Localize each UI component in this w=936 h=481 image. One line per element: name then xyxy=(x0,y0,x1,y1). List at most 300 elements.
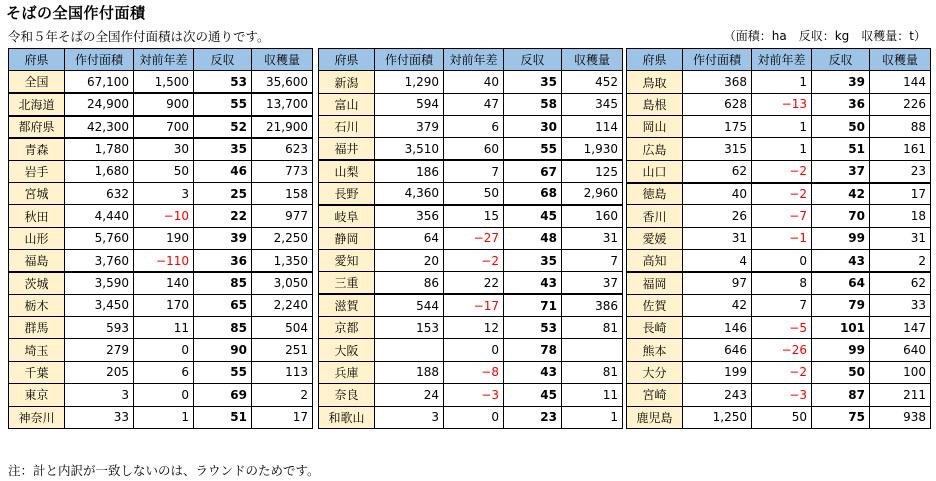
prefecture-cell: 奈良 xyxy=(319,384,375,406)
diff-cell: 900 xyxy=(134,93,194,115)
diff-cell: −110 xyxy=(134,250,194,272)
area-cell: 594 xyxy=(375,93,444,115)
column-header: 作付面積 xyxy=(65,49,134,71)
harvest-cell: 2,250 xyxy=(252,227,313,249)
diff-cell: −3 xyxy=(752,384,812,406)
yield-cell: 35 xyxy=(504,250,562,272)
area-cell: 646 xyxy=(683,339,752,361)
table-row xyxy=(627,138,931,160)
harvest-cell: 2,960 xyxy=(562,183,623,205)
diff-cell: −8 xyxy=(444,361,504,383)
yield-cell: 101 xyxy=(812,317,870,339)
table-row xyxy=(319,183,643,205)
harvest-cell: 23 xyxy=(870,160,931,182)
prefecture-cell: 鹿児島 xyxy=(627,406,683,428)
diff-cell: 6 xyxy=(444,116,504,138)
area-cell: 3 xyxy=(65,384,134,406)
prefecture-cell: 千葉 xyxy=(9,361,65,383)
area-cell: 42 xyxy=(683,294,752,316)
harvest-cell xyxy=(562,339,623,361)
diff-cell: −27 xyxy=(444,227,504,249)
prefecture-cell: 宮城 xyxy=(9,183,65,205)
prefecture-cell: 高知 xyxy=(627,250,683,272)
harvest-cell: 773 xyxy=(252,160,313,182)
area-cell: 593 xyxy=(65,317,134,339)
page-title: そばの全国作付面積 xyxy=(6,4,146,22)
prefecture-cell: 京都 xyxy=(319,317,375,339)
harvest-cell: 88 xyxy=(870,116,931,138)
prefecture-cell: 富山 xyxy=(319,93,375,115)
diff-cell: 1 xyxy=(752,116,812,138)
harvest-cell: 114 xyxy=(562,116,623,138)
harvest-cell: 37 xyxy=(562,272,623,294)
harvest-cell: 144 xyxy=(870,71,931,93)
area-cell: 628 xyxy=(683,93,752,115)
column-header: 反収 xyxy=(504,49,562,71)
harvest-cell: 2 xyxy=(870,250,931,272)
diff-cell: 0 xyxy=(134,384,194,406)
diff-cell: −2 xyxy=(752,160,812,182)
area-cell xyxy=(375,339,444,361)
table-row xyxy=(319,71,643,93)
diff-cell: 140 xyxy=(134,272,194,294)
table-row xyxy=(9,93,313,115)
diff-cell: 1 xyxy=(134,406,194,428)
prefecture-cell: 長崎 xyxy=(627,317,683,339)
yield-cell: 75 xyxy=(812,406,870,428)
prefecture-cell: 大阪 xyxy=(319,339,375,361)
yield-cell: 43 xyxy=(504,361,562,383)
area-cell: 3,510 xyxy=(375,138,444,160)
table-row xyxy=(627,205,931,227)
yield-cell: 50 xyxy=(812,116,870,138)
table-row xyxy=(627,339,931,361)
column-header: 作付面積 xyxy=(375,49,444,71)
area-cell: 315 xyxy=(683,138,752,160)
prefecture-cell: 岩手 xyxy=(9,160,65,182)
column-header: 府県 xyxy=(627,49,683,71)
yield-cell: 43 xyxy=(812,250,870,272)
harvest-cell: 504 xyxy=(252,317,313,339)
harvest-cell: 1 xyxy=(562,406,623,428)
diff-cell: 11 xyxy=(134,317,194,339)
prefecture-cell: 群馬 xyxy=(9,317,65,339)
yield-cell: 46 xyxy=(194,160,252,182)
prefecture-cell: 香川 xyxy=(627,205,683,227)
diff-cell: −2 xyxy=(444,250,504,272)
yield-cell: 37 xyxy=(812,160,870,182)
table-row xyxy=(627,116,931,138)
harvest-cell: 623 xyxy=(252,138,313,160)
diff-cell: 30 xyxy=(134,138,194,160)
yield-cell: 55 xyxy=(194,361,252,383)
area-cell: 153 xyxy=(375,317,444,339)
area-cell: 42,300 xyxy=(65,116,134,138)
area-cell: 279 xyxy=(65,339,134,361)
area-cell: 64 xyxy=(375,227,444,249)
column-header: 府県 xyxy=(319,49,375,71)
table-row xyxy=(627,272,931,294)
table-row xyxy=(319,160,643,182)
table-row xyxy=(9,339,313,361)
table-block-3 xyxy=(626,48,931,429)
yield-cell: 39 xyxy=(812,71,870,93)
harvest-cell: 11 xyxy=(562,384,623,406)
yield-cell: 65 xyxy=(194,294,252,316)
harvest-cell: 160 xyxy=(562,205,623,227)
yield-cell: 99 xyxy=(812,339,870,361)
prefecture-cell: 岐阜 xyxy=(319,205,375,227)
column-header: 収穫量 xyxy=(252,49,313,71)
diff-cell: −10 xyxy=(134,205,194,227)
column-header: 対前年差 xyxy=(752,49,812,71)
column-header: 反収 xyxy=(812,49,870,71)
prefecture-cell: 佐賀 xyxy=(627,294,683,316)
table-row xyxy=(627,361,931,383)
area-cell: 24,900 xyxy=(65,93,134,115)
diff-cell: 50 xyxy=(444,183,504,205)
column-header: 対前年差 xyxy=(444,49,504,71)
footnote: 注：計と内訳が一致しないのは、ラウンドのためです。 xyxy=(8,463,320,478)
prefecture-cell: 神奈川 xyxy=(9,406,65,428)
table-block-2 xyxy=(318,48,643,429)
prefecture-cell: 滋賀 xyxy=(319,294,375,316)
harvest-cell: 62 xyxy=(870,272,931,294)
area-cell: 1,780 xyxy=(65,138,134,160)
harvest-cell: 31 xyxy=(870,227,931,249)
prefecture-cell: 福島 xyxy=(9,250,65,272)
table-row xyxy=(9,317,313,339)
yield-cell: 85 xyxy=(194,317,252,339)
harvest-cell: 2,240 xyxy=(252,294,313,316)
prefecture-cell: 愛知 xyxy=(319,250,375,272)
prefecture-cell: 青森 xyxy=(9,138,65,160)
table-row xyxy=(627,160,931,182)
yield-cell: 67 xyxy=(504,160,562,182)
table-row xyxy=(9,384,313,406)
harvest-cell: 3,050 xyxy=(252,272,313,294)
yield-cell: 70 xyxy=(812,205,870,227)
area-cell: 632 xyxy=(65,183,134,205)
harvest-cell: 251 xyxy=(252,339,313,361)
harvest-cell: 35,600 xyxy=(252,71,313,93)
table-row xyxy=(9,227,313,249)
prefecture-cell: 島根 xyxy=(627,93,683,115)
diff-cell: 47 xyxy=(444,93,504,115)
table-row xyxy=(9,138,313,160)
area-cell: 356 xyxy=(375,205,444,227)
diff-cell: −2 xyxy=(752,361,812,383)
prefecture-cell: 福岡 xyxy=(627,272,683,294)
diff-cell: −5 xyxy=(752,317,812,339)
prefecture-cell: 宮崎 xyxy=(627,384,683,406)
harvest-cell: 17 xyxy=(870,183,931,205)
yield-cell: 79 xyxy=(812,294,870,316)
yield-cell: 71 xyxy=(504,294,562,316)
page-subtitle: 令和５年そばの全国作付面積は次の通りです。 xyxy=(8,29,270,44)
diff-cell: 40 xyxy=(444,71,504,93)
diff-cell: −3 xyxy=(444,384,504,406)
area-cell: 379 xyxy=(375,116,444,138)
area-cell: 3 xyxy=(375,406,444,428)
prefecture-cell: 秋田 xyxy=(9,205,65,227)
table-row xyxy=(627,294,931,316)
diff-cell: −26 xyxy=(752,339,812,361)
prefecture-cell: 広島 xyxy=(627,138,683,160)
area-cell: 33 xyxy=(65,406,134,428)
yield-cell: 43 xyxy=(504,272,562,294)
diff-cell: −1 xyxy=(752,227,812,249)
yield-cell: 36 xyxy=(194,250,252,272)
yield-cell: 99 xyxy=(812,227,870,249)
area-cell: 544 xyxy=(375,294,444,316)
prefecture-cell: 山口 xyxy=(627,160,683,182)
table-row xyxy=(627,317,931,339)
area-cell: 40 xyxy=(683,183,752,205)
harvest-cell: 21,900 xyxy=(252,116,313,138)
diff-cell: 8 xyxy=(752,272,812,294)
table-row xyxy=(319,406,643,428)
diff-cell: 22 xyxy=(444,272,504,294)
area-cell: 24 xyxy=(375,384,444,406)
table-row xyxy=(319,138,643,160)
table-row xyxy=(9,160,313,182)
diff-cell: 12 xyxy=(444,317,504,339)
yield-cell: 64 xyxy=(812,272,870,294)
area-cell: 4,360 xyxy=(375,183,444,205)
table-row xyxy=(9,183,313,205)
harvest-cell: 345 xyxy=(562,93,623,115)
harvest-cell: 1,930 xyxy=(562,138,623,160)
table-row xyxy=(627,384,931,406)
harvest-cell: 938 xyxy=(870,406,931,428)
area-cell: 20 xyxy=(375,250,444,272)
yield-cell: 58 xyxy=(504,93,562,115)
harvest-cell: 452 xyxy=(562,71,623,93)
diff-cell: 1 xyxy=(752,71,812,93)
yield-cell: 51 xyxy=(194,406,252,428)
table-row xyxy=(319,205,643,227)
harvest-cell: 161 xyxy=(870,138,931,160)
table-row xyxy=(319,272,643,294)
harvest-cell: 100 xyxy=(870,361,931,383)
prefecture-cell: 熊本 xyxy=(627,339,683,361)
table-row xyxy=(319,116,643,138)
yield-cell: 55 xyxy=(504,138,562,160)
harvest-cell: 125 xyxy=(562,160,623,182)
prefecture-cell: 三重 xyxy=(319,272,375,294)
diff-cell: 1 xyxy=(752,138,812,160)
yield-cell: 39 xyxy=(194,227,252,249)
area-cell: 1,680 xyxy=(65,160,134,182)
prefecture-cell: 和歌山 xyxy=(319,406,375,428)
yield-cell: 69 xyxy=(194,384,252,406)
yield-cell: 35 xyxy=(504,71,562,93)
area-cell: 4,440 xyxy=(65,205,134,227)
column-header: 対前年差 xyxy=(134,49,194,71)
table-row xyxy=(9,272,313,294)
table-row xyxy=(627,227,931,249)
table-row xyxy=(9,116,313,138)
harvest-cell: 226 xyxy=(870,93,931,115)
table-row xyxy=(319,227,643,249)
area-cell: 3,590 xyxy=(65,272,134,294)
table-row xyxy=(627,250,931,272)
prefecture-cell: 静岡 xyxy=(319,227,375,249)
harvest-cell: 17 xyxy=(252,406,313,428)
header-row xyxy=(319,49,643,71)
column-header: 収穫量 xyxy=(870,49,931,71)
table-row xyxy=(627,71,931,93)
yield-cell: 90 xyxy=(194,339,252,361)
prefecture-cell: 岡山 xyxy=(627,116,683,138)
harvest-cell: 81 xyxy=(562,361,623,383)
column-header: 収穫量 xyxy=(562,49,623,71)
harvest-cell: 31 xyxy=(562,227,623,249)
diff-cell: 170 xyxy=(134,294,194,316)
prefecture-cell: 北海道 xyxy=(9,93,65,115)
area-cell: 1,250 xyxy=(683,406,752,428)
diff-cell: −17 xyxy=(444,294,504,316)
table-row xyxy=(319,361,643,383)
yield-cell: 78 xyxy=(504,339,562,361)
harvest-cell: 158 xyxy=(252,183,313,205)
table-row xyxy=(9,294,313,316)
yield-cell: 35 xyxy=(194,138,252,160)
diff-cell: 7 xyxy=(752,294,812,316)
harvest-cell: 7 xyxy=(562,250,623,272)
yield-cell: 50 xyxy=(812,361,870,383)
area-cell: 62 xyxy=(683,160,752,182)
table-row xyxy=(9,250,313,272)
area-cell: 188 xyxy=(375,361,444,383)
prefecture-cell: 兵庫 xyxy=(319,361,375,383)
table-row xyxy=(319,294,643,316)
yield-cell: 53 xyxy=(194,71,252,93)
diff-cell: 50 xyxy=(134,160,194,182)
area-cell: 67,100 xyxy=(65,71,134,93)
harvest-cell: 1,350 xyxy=(252,250,313,272)
table-row xyxy=(319,339,643,361)
prefecture-cell: 茨城 xyxy=(9,272,65,294)
diff-cell: 50 xyxy=(752,406,812,428)
table-row xyxy=(9,361,313,383)
harvest-cell: 211 xyxy=(870,384,931,406)
prefecture-cell: 栃木 xyxy=(9,294,65,316)
table-row xyxy=(627,183,931,205)
area-cell: 5,760 xyxy=(65,227,134,249)
diff-cell: 3 xyxy=(134,183,194,205)
diff-cell: 190 xyxy=(134,227,194,249)
diff-cell: −2 xyxy=(752,183,812,205)
area-cell: 199 xyxy=(683,361,752,383)
column-header: 反収 xyxy=(194,49,252,71)
prefecture-cell: 鳥取 xyxy=(627,71,683,93)
prefecture-cell: 大分 xyxy=(627,361,683,383)
table-row xyxy=(627,93,931,115)
column-header: 作付面積 xyxy=(683,49,752,71)
table-row xyxy=(9,406,313,428)
yield-cell: 36 xyxy=(812,93,870,115)
area-cell: 3,760 xyxy=(65,250,134,272)
table-row xyxy=(319,250,643,272)
yield-cell: 30 xyxy=(504,116,562,138)
area-cell: 4 xyxy=(683,250,752,272)
area-cell: 205 xyxy=(65,361,134,383)
prefecture-cell: 新潟 xyxy=(319,71,375,93)
harvest-cell: 18 xyxy=(870,205,931,227)
table-row xyxy=(9,205,313,227)
diff-cell: 6 xyxy=(134,361,194,383)
yield-cell: 53 xyxy=(504,317,562,339)
prefecture-cell: 山梨 xyxy=(319,160,375,182)
yield-cell: 45 xyxy=(504,205,562,227)
prefecture-cell: 都府県 xyxy=(9,116,65,138)
table-row xyxy=(319,93,643,115)
yield-cell: 87 xyxy=(812,384,870,406)
diff-cell: 0 xyxy=(444,406,504,428)
harvest-cell: 81 xyxy=(562,317,623,339)
prefecture-cell: 石川 xyxy=(319,116,375,138)
column-header: 府県 xyxy=(9,49,65,71)
yield-cell: 68 xyxy=(504,183,562,205)
area-cell: 97 xyxy=(683,272,752,294)
harvest-cell: 33 xyxy=(870,294,931,316)
prefecture-cell: 福井 xyxy=(319,138,375,160)
area-cell: 1,290 xyxy=(375,71,444,93)
table-row xyxy=(319,317,643,339)
yield-cell: 85 xyxy=(194,272,252,294)
table-row xyxy=(319,384,643,406)
harvest-cell: 977 xyxy=(252,205,313,227)
area-cell: 175 xyxy=(683,116,752,138)
harvest-cell: 13,700 xyxy=(252,93,313,115)
area-cell: 31 xyxy=(683,227,752,249)
harvest-cell: 640 xyxy=(870,339,931,361)
diff-cell: 0 xyxy=(752,250,812,272)
prefecture-cell: 徳島 xyxy=(627,183,683,205)
diff-cell: −7 xyxy=(752,205,812,227)
prefecture-cell: 長野 xyxy=(319,183,375,205)
yield-cell: 52 xyxy=(194,116,252,138)
diff-cell: 1,500 xyxy=(134,71,194,93)
prefecture-cell: 埼玉 xyxy=(9,339,65,361)
diff-cell: 7 xyxy=(444,160,504,182)
diff-cell: −13 xyxy=(752,93,812,115)
area-cell: 26 xyxy=(683,205,752,227)
diff-cell: 700 xyxy=(134,116,194,138)
yield-cell: 25 xyxy=(194,183,252,205)
harvest-cell: 2 xyxy=(252,384,313,406)
header-row xyxy=(627,49,931,71)
yield-cell: 42 xyxy=(812,183,870,205)
harvest-cell: 147 xyxy=(870,317,931,339)
yield-cell: 51 xyxy=(812,138,870,160)
area-cell: 86 xyxy=(375,272,444,294)
yield-cell: 45 xyxy=(504,384,562,406)
yield-cell: 23 xyxy=(504,406,562,428)
diff-cell: 0 xyxy=(444,339,504,361)
area-cell: 368 xyxy=(683,71,752,93)
area-cell: 146 xyxy=(683,317,752,339)
header-row xyxy=(9,49,313,71)
diff-cell: 60 xyxy=(444,138,504,160)
yield-cell: 55 xyxy=(194,93,252,115)
table-row xyxy=(9,71,313,93)
area-cell: 3,450 xyxy=(65,294,134,316)
prefecture-cell: 愛媛 xyxy=(627,227,683,249)
prefecture-cell: 全国 xyxy=(9,71,65,93)
